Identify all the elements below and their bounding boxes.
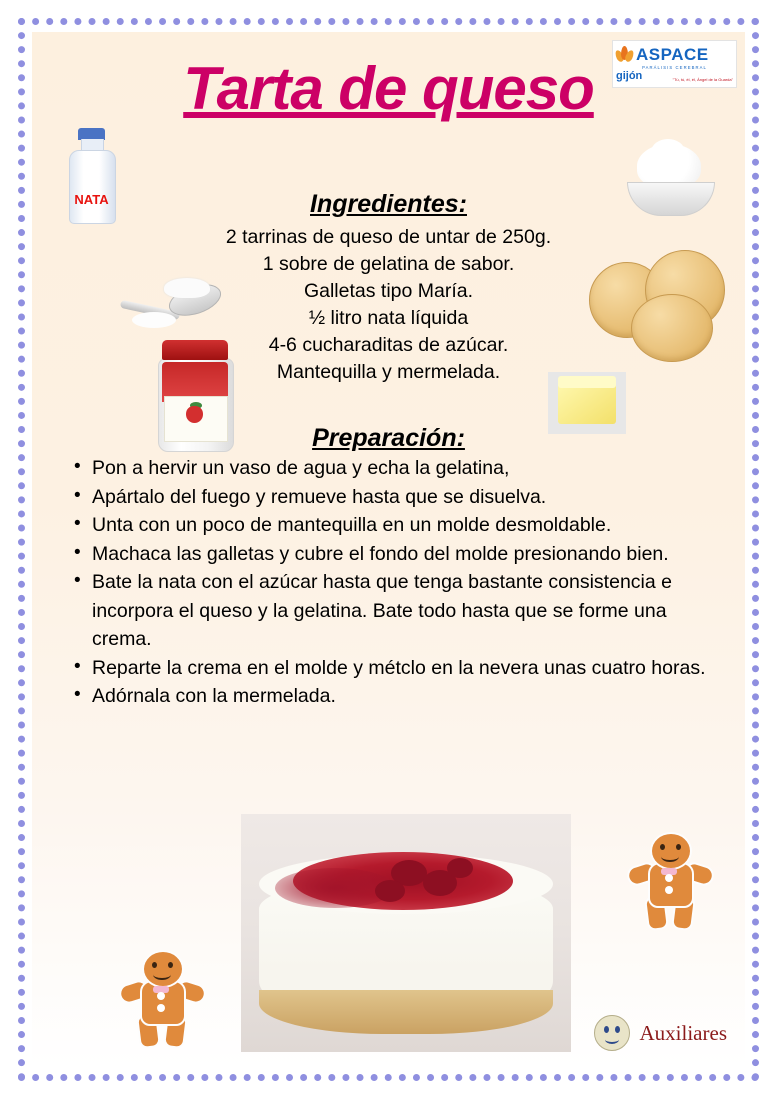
preparation-list: [70, 454, 710, 711]
aspace-logo: [612, 40, 737, 88]
ingredient-item: 2 tarrinas de queso de untar de 250g.: [225, 226, 552, 248]
gingerbread-eye: [676, 844, 681, 850]
recipe-sheet: [32, 32, 745, 1067]
logo-subtitle: PARÁLISIS CEREBRAL: [642, 65, 707, 70]
ingredients-heading: Ingredientes:: [310, 190, 467, 218]
footer-label: Auxiliares: [639, 1020, 727, 1045]
raspberry: [375, 880, 405, 902]
preparation-step: • Pon a hervir un vaso de agua y echa la gelatina,: [70, 454, 710, 483]
logo-bottom-row: [616, 71, 733, 82]
gingerbread-button: [665, 886, 673, 894]
ingredient-item: Mantequilla y mermelada.: [276, 361, 501, 383]
smiley-face-icon: [594, 1015, 630, 1051]
preparation-step: • Unta con un poco de mantequilla en un molde desmoldable.: [70, 511, 710, 540]
gingerbread-eye: [660, 844, 665, 850]
bottle-label: NATA: [74, 192, 109, 207]
logo-city: gijón: [616, 70, 643, 83]
gingerbread-button: [157, 1004, 165, 1012]
page-title: Tarta de queso: [183, 55, 594, 122]
preparation-step: • Adórnala con la mermelada.: [70, 682, 710, 711]
preparation-step: • Bate la nata con el azúcar hasta que tenga bastante consistencia e incorpora el queso y la gelatina. Bate todo hasta que se forme una crema.: [70, 568, 710, 654]
logo-name: ASPACE: [636, 44, 709, 64]
cream-swirl-top: [651, 139, 685, 165]
preparation-heading: Preparación:: [312, 424, 465, 452]
gingerbread-eye: [168, 962, 173, 968]
gingerbread-button: [665, 874, 673, 882]
preparation-step: • Machaca las galletas y cubre el fondo del molde presionando bien.: [70, 540, 710, 569]
preparation-step: • Apártalo del fuego y remueve hasta que se disuelva.: [70, 483, 710, 512]
raspberry: [447, 858, 473, 878]
ingredients-list: [32, 224, 745, 386]
footer-badge: [594, 1015, 727, 1051]
logo-tagline: "Tú, tú, él, él, Ángel de la Guarda": [672, 76, 733, 82]
logo-top-row: [616, 43, 733, 65]
ingredient-item: ½ litro nata líquida: [308, 307, 469, 329]
gingerbread-button: [157, 992, 165, 1000]
gingerbread-eye: [152, 962, 157, 968]
gingerbread-smile: [661, 851, 679, 862]
ingredient-item: Galletas tipo María.: [303, 280, 474, 302]
cheesecake-photo: [241, 814, 571, 1052]
gingerbread-man-image: [628, 832, 710, 928]
preparation-step: • Reparte la crema en el molde y métclo en la nevera unas cuatro horas.: [70, 654, 710, 683]
gingerbread-man-image: [120, 950, 202, 1046]
ingredient-item: 1 sobre de gelatina de sabor.: [262, 253, 515, 275]
aspace-flame-icon: [616, 45, 633, 63]
strawberry-icon: [186, 406, 203, 423]
gingerbread-smile: [153, 969, 171, 980]
ingredient-item: 4-6 cucharaditas de azúcar.: [268, 334, 509, 356]
